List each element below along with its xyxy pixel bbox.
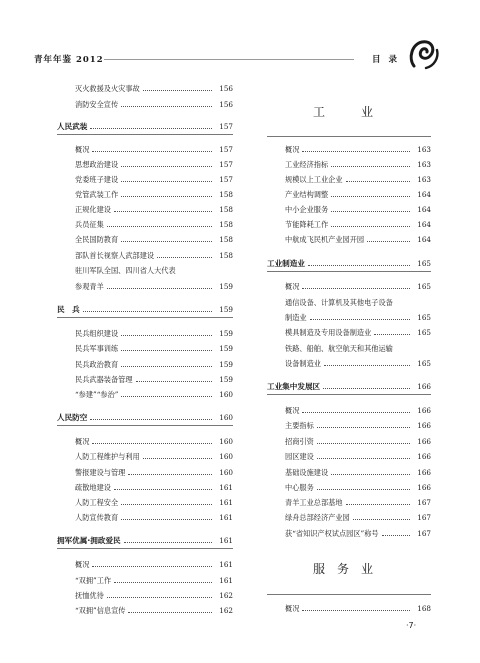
chapter-title-industry: 工 业 bbox=[312, 105, 385, 119]
toc-entry[interactable] bbox=[57, 604, 233, 616]
leader-dots bbox=[317, 489, 410, 490]
entry-label: 人防宣传教育 bbox=[75, 513, 119, 522]
entry-label: 绿舟总部经济产业园 bbox=[285, 513, 350, 522]
leader-dots bbox=[346, 504, 410, 505]
entry-label: 园区建设 bbox=[285, 452, 314, 461]
entry-label: “双拥”工作 bbox=[75, 576, 112, 585]
leader-dots bbox=[317, 443, 410, 444]
toc-entry[interactable] bbox=[267, 158, 431, 170]
section-label: 人民武装 bbox=[57, 122, 88, 131]
entry-page: 167 bbox=[417, 529, 431, 538]
leader-dots bbox=[374, 334, 410, 335]
leader-dots bbox=[114, 582, 212, 583]
section-rule bbox=[57, 317, 233, 318]
section-label: 工业制造业 bbox=[267, 259, 305, 268]
toc-entry[interactable] bbox=[267, 311, 431, 323]
entry-page: 166 bbox=[417, 421, 431, 430]
entry-page: 167 bbox=[417, 498, 431, 507]
entry-page: 166 bbox=[417, 382, 431, 391]
entry-label: 思想政治建设 bbox=[75, 160, 119, 169]
entry-label: 民兵政治教育 bbox=[75, 360, 119, 369]
toc-entry[interactable] bbox=[57, 203, 233, 215]
entry-label: 获“省知识产权试点园区”称号 bbox=[285, 529, 379, 538]
entry-label: 人防工程维护与利用 bbox=[75, 452, 140, 461]
entry-page: 163 bbox=[417, 160, 431, 169]
leader-dots bbox=[136, 381, 212, 382]
section-rule bbox=[57, 548, 233, 549]
toc-entry[interactable] bbox=[57, 358, 233, 370]
leader-dots bbox=[157, 257, 212, 258]
toc-entry[interactable] bbox=[57, 218, 233, 230]
entry-page: 158 bbox=[219, 220, 233, 229]
entry-label: 节能降耗工作 bbox=[285, 220, 329, 229]
toc-section-heading[interactable] bbox=[57, 534, 233, 546]
entry-page: 159 bbox=[219, 282, 233, 291]
entry-page: 160 bbox=[219, 390, 233, 399]
toc-entry[interactable] bbox=[57, 558, 233, 570]
leader-dots bbox=[128, 474, 212, 475]
leader-dots bbox=[121, 241, 212, 242]
entry-page: 168 bbox=[417, 604, 431, 613]
leader-dots bbox=[331, 211, 410, 212]
entry-label: 民兵组织建设 bbox=[75, 329, 119, 338]
toc-entry[interactable] bbox=[267, 511, 431, 523]
leader-dots bbox=[317, 458, 410, 459]
leader-dots bbox=[331, 196, 410, 197]
entry-label: 疏散地建设 bbox=[75, 483, 111, 492]
entry-label: 抚恤优待 bbox=[75, 591, 104, 600]
toc-entry[interactable] bbox=[267, 326, 431, 338]
leader-dots bbox=[331, 226, 410, 227]
entry-page: 160 bbox=[219, 452, 233, 461]
entry-page: 163 bbox=[417, 145, 431, 154]
leader-dots bbox=[308, 265, 410, 266]
entry-page: 159 bbox=[219, 305, 233, 314]
entry-label: 青羊工业总部基地 bbox=[285, 498, 343, 507]
toc-entry[interactable] bbox=[57, 327, 233, 339]
entry-label: 概况 bbox=[285, 145, 300, 154]
toc-entry[interactable] bbox=[57, 188, 233, 200]
toc-entry[interactable] bbox=[57, 388, 233, 400]
section-label: 民 兵 bbox=[57, 305, 80, 314]
entry-label: 中航成飞民机产业园开园 bbox=[285, 235, 365, 244]
toc-entry[interactable] bbox=[267, 435, 431, 447]
leader-dots bbox=[331, 474, 410, 475]
entry-page: 157 bbox=[219, 160, 233, 169]
entry-page: 158 bbox=[219, 190, 233, 199]
toc-entry[interactable] bbox=[57, 496, 233, 508]
entry-label: 概况 bbox=[75, 437, 90, 446]
entry-page: 157 bbox=[219, 122, 233, 131]
leader-dots bbox=[346, 181, 410, 182]
entry-label: 参观青羊 bbox=[75, 282, 104, 291]
toc-section-heading[interactable] bbox=[267, 380, 431, 392]
toc-entry[interactable] bbox=[57, 435, 233, 447]
entry-page: 157 bbox=[219, 175, 233, 184]
leader-dots bbox=[121, 350, 212, 351]
leader-dots bbox=[367, 241, 410, 242]
leader-dots bbox=[143, 458, 212, 459]
page-number: ·7· bbox=[406, 621, 417, 630]
leader-dots bbox=[302, 288, 410, 289]
entry-label: 民兵武器装备管理 bbox=[75, 375, 133, 384]
entry-page: 166 bbox=[417, 483, 431, 492]
entry-page: 158 bbox=[219, 235, 233, 244]
entry-page: 158 bbox=[219, 251, 233, 260]
entry-label: 人防工程安全 bbox=[75, 498, 119, 507]
entry-label: 党委班子建设 bbox=[75, 175, 119, 184]
entry-label: 警报建设与管理 bbox=[75, 468, 126, 477]
section-rule bbox=[267, 136, 431, 137]
leader-dots bbox=[124, 542, 212, 543]
section-rule bbox=[267, 394, 431, 395]
book-title: 青年年鉴 2012 bbox=[34, 55, 104, 65]
toc-entry[interactable] bbox=[57, 249, 233, 261]
toc-entry-wrap[interactable] bbox=[57, 264, 233, 276]
swirl-ornament-icon bbox=[406, 36, 440, 72]
entry-label: 概况 bbox=[75, 560, 90, 569]
entry-page: 161 bbox=[219, 560, 233, 569]
toc-entry[interactable] bbox=[267, 419, 431, 431]
entry-page: 156 bbox=[219, 100, 233, 109]
leader-dots bbox=[353, 519, 410, 520]
header-rule bbox=[104, 59, 354, 60]
toc-entry[interactable] bbox=[267, 280, 431, 292]
toc-entry[interactable] bbox=[57, 98, 233, 110]
toc-entry[interactable] bbox=[267, 188, 431, 200]
entry-label: 产业结构调整 bbox=[285, 190, 329, 199]
entry-page: 165 bbox=[417, 259, 431, 268]
entry-label: 全民国防教育 bbox=[75, 235, 119, 244]
leader-dots bbox=[121, 106, 212, 107]
toc-entry[interactable] bbox=[267, 496, 431, 508]
toc-entry[interactable] bbox=[57, 233, 233, 245]
entry-label: “双拥”信息宣传 bbox=[75, 606, 126, 615]
entry-page: 160 bbox=[219, 468, 233, 477]
entry-label: 消防安全宣传 bbox=[75, 100, 119, 109]
entry-label: 部队首长视察人武部建设 bbox=[75, 251, 155, 260]
section-label: 工业集中发展区 bbox=[267, 382, 321, 391]
entry-page: 156 bbox=[219, 84, 233, 93]
leader-dots bbox=[382, 535, 410, 536]
entry-label: 中小企业服务 bbox=[285, 205, 329, 214]
toc-entry[interactable] bbox=[57, 158, 233, 170]
entry-page: 161 bbox=[219, 576, 233, 585]
section-rule bbox=[57, 134, 233, 135]
entry-label: 招商引资 bbox=[285, 437, 314, 446]
leader-dots bbox=[324, 365, 410, 366]
toc-section-heading[interactable] bbox=[57, 120, 233, 132]
leader-dots bbox=[121, 396, 212, 397]
toc-entry[interactable] bbox=[57, 373, 233, 385]
entry-label: 主要指标 bbox=[285, 421, 314, 430]
entry-label: 设备制造业 bbox=[285, 359, 321, 368]
chapter-title-service: 服务业 bbox=[312, 562, 385, 576]
toc-entry-wrap[interactable] bbox=[267, 342, 431, 354]
leader-dots bbox=[90, 128, 212, 129]
entry-page: 166 bbox=[417, 452, 431, 461]
entry-page: 160 bbox=[219, 413, 233, 422]
toc-entry[interactable] bbox=[267, 357, 431, 369]
entry-label: 模具制造及专用设备制造业 bbox=[285, 328, 372, 337]
section-rule bbox=[267, 594, 431, 595]
leader-dots bbox=[331, 166, 410, 167]
entry-page: 166 bbox=[417, 468, 431, 477]
entry-label: “参建”“参治” bbox=[75, 390, 119, 399]
entry-label: 规模以上工业企业 bbox=[285, 175, 343, 184]
toc-entry[interactable] bbox=[267, 466, 431, 478]
section-label: 拥军优属·拥政爱民 bbox=[57, 536, 121, 545]
section-rule bbox=[57, 425, 233, 426]
leader-dots bbox=[302, 412, 410, 413]
leader-dots bbox=[310, 319, 410, 320]
entry-page: 162 bbox=[219, 606, 233, 615]
entry-label: 工业经济指标 bbox=[285, 160, 329, 169]
toc-entry[interactable] bbox=[267, 404, 431, 416]
entry-label: 概况 bbox=[285, 604, 300, 613]
leader-dots bbox=[121, 181, 212, 182]
entry-page: 162 bbox=[219, 591, 233, 600]
entry-page: 160 bbox=[219, 437, 233, 446]
toc-entry-wrap[interactable] bbox=[267, 296, 431, 308]
entry-page: 159 bbox=[219, 375, 233, 384]
entry-page: 159 bbox=[219, 329, 233, 338]
entry-label: 概况 bbox=[75, 145, 90, 154]
toc-entry[interactable] bbox=[267, 481, 431, 493]
toc-entry[interactable] bbox=[267, 602, 431, 614]
entry-page: 165 bbox=[417, 328, 431, 337]
entry-page: 164 bbox=[417, 205, 431, 214]
leader-dots bbox=[121, 196, 212, 197]
toc-entry[interactable] bbox=[267, 173, 431, 185]
leader-dots bbox=[302, 151, 410, 152]
entry-label: 兵员征集 bbox=[75, 220, 104, 229]
leader-dots bbox=[302, 610, 410, 611]
leader-dots bbox=[323, 388, 410, 389]
entry-page: 166 bbox=[417, 437, 431, 446]
leader-dots bbox=[121, 166, 212, 167]
leader-dots bbox=[83, 311, 212, 312]
entry-page: 158 bbox=[219, 205, 233, 214]
entry-page: 159 bbox=[219, 344, 233, 353]
toc-entry[interactable] bbox=[57, 574, 233, 586]
leader-dots bbox=[128, 612, 212, 613]
toc-entry[interactable] bbox=[57, 511, 233, 523]
entry-page: 161 bbox=[219, 483, 233, 492]
toc-entry[interactable] bbox=[57, 143, 233, 155]
entry-page: 159 bbox=[219, 360, 233, 369]
toc-entry[interactable] bbox=[57, 466, 233, 478]
leader-dots bbox=[121, 335, 212, 336]
toc-entry[interactable] bbox=[267, 527, 431, 539]
entry-page: 167 bbox=[417, 513, 431, 522]
toc-entry[interactable] bbox=[57, 280, 233, 292]
entry-page: 161 bbox=[219, 513, 233, 522]
entry-page: 164 bbox=[417, 190, 431, 199]
entry-label: 正规化建设 bbox=[75, 205, 111, 214]
leader-dots bbox=[121, 504, 212, 505]
entry-label: 驻川军队全国、四川省人大代表 bbox=[75, 266, 176, 275]
leader-dots bbox=[121, 366, 212, 367]
toc-section-heading[interactable] bbox=[267, 257, 431, 269]
entry-page: 165 bbox=[417, 313, 431, 322]
entry-page: 166 bbox=[417, 406, 431, 415]
leader-dots bbox=[92, 151, 212, 152]
entry-page: 165 bbox=[417, 282, 431, 291]
toc-entry[interactable] bbox=[267, 218, 431, 230]
toc-entry[interactable] bbox=[267, 203, 431, 215]
toc-entry[interactable] bbox=[57, 342, 233, 354]
entry-label: 通信设备、计算机及其他电子设备 bbox=[285, 298, 393, 307]
toc-section-heading[interactable] bbox=[57, 411, 233, 423]
leader-dots bbox=[90, 419, 212, 420]
entry-page: 157 bbox=[219, 145, 233, 154]
entry-page: 164 bbox=[417, 220, 431, 229]
entry-label: 灭火救援及火灾事故 bbox=[75, 84, 140, 93]
section-rule bbox=[267, 271, 431, 272]
entry-label: 概况 bbox=[285, 406, 300, 415]
toc-entry[interactable] bbox=[57, 82, 233, 94]
section-label: 人民防空 bbox=[57, 413, 88, 422]
entry-label: 制造业 bbox=[285, 313, 307, 322]
entry-page: 161 bbox=[219, 536, 233, 545]
entry-page: 164 bbox=[417, 235, 431, 244]
entry-label: 铁路、船舶、航空航天和其他运输 bbox=[285, 344, 393, 353]
entry-page: 163 bbox=[417, 175, 431, 184]
entry-label: 中心服务 bbox=[285, 483, 314, 492]
entry-label: 民兵军事训练 bbox=[75, 344, 119, 353]
toc-entry[interactable] bbox=[57, 173, 233, 185]
leader-dots bbox=[317, 427, 410, 428]
entry-label: 概况 bbox=[285, 282, 300, 291]
leader-dots bbox=[121, 519, 212, 520]
section-title: 目录 bbox=[372, 55, 406, 65]
toc-entry[interactable] bbox=[57, 481, 233, 493]
leader-dots bbox=[107, 226, 212, 227]
leader-dots bbox=[107, 288, 212, 289]
toc-entry[interactable] bbox=[267, 143, 431, 155]
toc-section-heading[interactable] bbox=[57, 303, 233, 315]
leader-dots bbox=[92, 443, 212, 444]
toc-entry[interactable] bbox=[267, 233, 431, 245]
leader-dots bbox=[114, 489, 212, 490]
toc-entry[interactable] bbox=[57, 589, 233, 601]
toc-entry[interactable] bbox=[267, 450, 431, 462]
entry-page: 161 bbox=[219, 498, 233, 507]
toc-entry[interactable] bbox=[57, 450, 233, 462]
leader-dots bbox=[92, 566, 212, 567]
entry-page: 165 bbox=[417, 359, 431, 368]
entry-label: 基础设施建设 bbox=[285, 468, 329, 477]
entry-label: 党管武装工作 bbox=[75, 190, 119, 199]
leader-dots bbox=[114, 211, 212, 212]
leader-dots bbox=[107, 597, 212, 598]
leader-dots bbox=[143, 90, 212, 91]
